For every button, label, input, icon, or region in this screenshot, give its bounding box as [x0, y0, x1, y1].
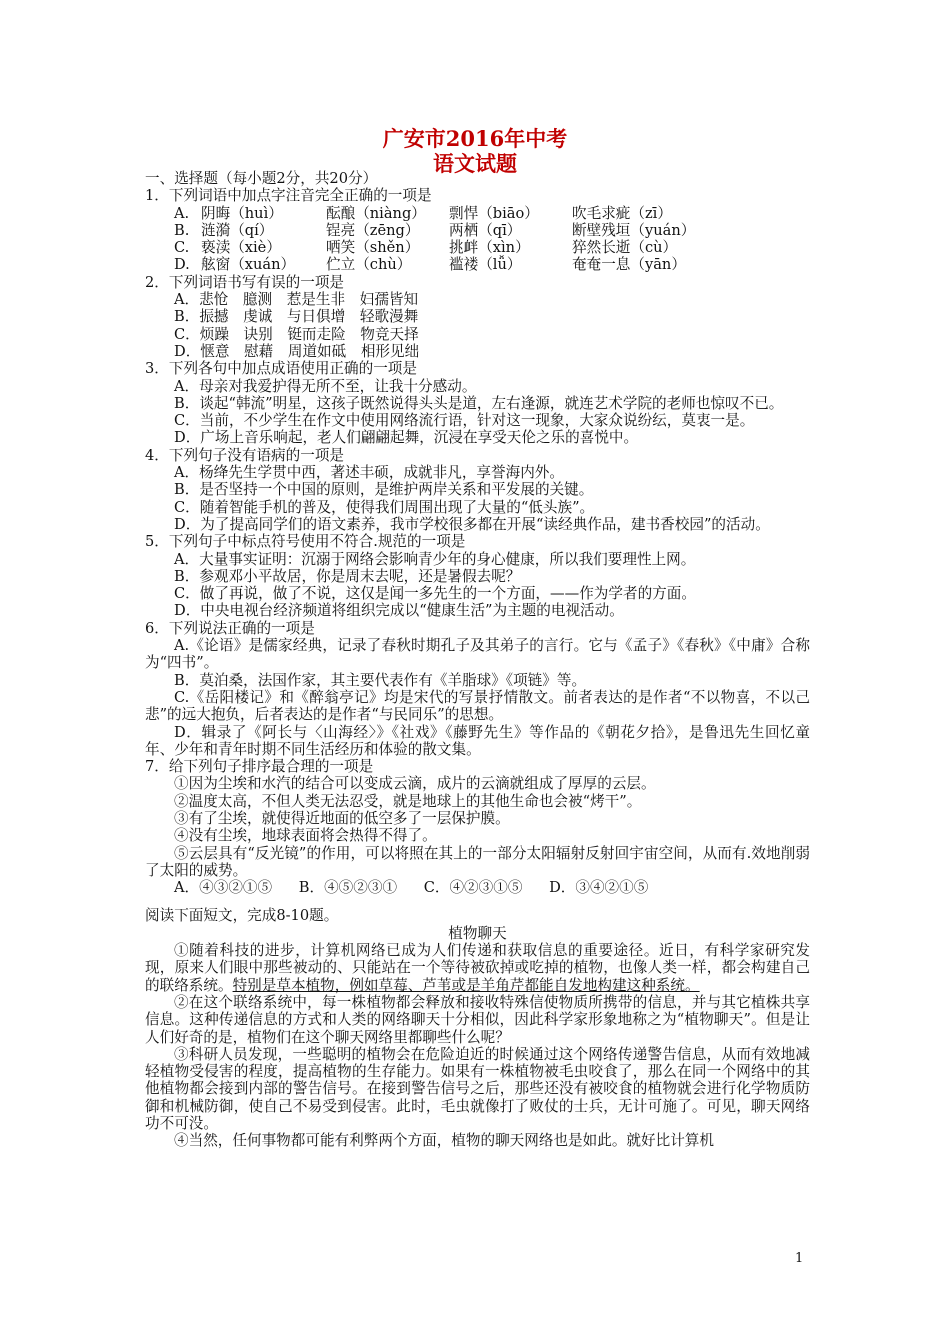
exam-subtitle: 语文试题 — [433, 151, 517, 176]
q4-option-c: C．随着智能手机的普及，使得我们周围出现了大量的“低头族”。 — [174, 498, 595, 516]
q7-choice-a: A．④③②①⑤ — [174, 879, 273, 897]
q5-option-d: D．中央电视台经济频道将组织完成以“健康生活”为主题的电视活动。 — [174, 602, 624, 620]
page-number: 1 — [795, 1251, 804, 1266]
q1-c-word2: 哂笑（shěn） — [326, 239, 420, 257]
q3-option-a: A．母亲对我爱护得无所不至，让我十分感动。 — [174, 377, 477, 395]
q3-option-b: B．谈起“韩流”明星，这孩子既然说得头头是道，左右逢源，就连艺术学院的老师也惊叹不已。 — [174, 394, 784, 412]
q1-b-word4: 断壁残垣（yuán） — [572, 221, 696, 239]
q1-c-word4: 猝然长逝（cù） — [572, 239, 678, 257]
q6-option-a: A.《论语》是儒家经典，记录了春秋时期孔子及其弟子的言行。它与《孟子》《春秋》《中庸》合称为“四书”。 — [145, 637, 810, 672]
q1-d-word2: 伫立（chù） — [326, 256, 412, 274]
q4-option-d: D．为了提高同学们的语文素养，我市学校很多都在开展“读经典作品，建书香校园”的活动。 — [174, 515, 770, 533]
reading-paragraph-2: ②在这个联络系统中，每一株植物都会释放和接收特殊信使物质所携带的信息，并与其它植株共享信息。这种传递信息的方式和人类的网络聊天十分相似，因此科学家形象地称之为“植物聊天”。但是让人们好奇的是，植物们在这个聊天网络里都聊些什么呢？ — [145, 993, 810, 1046]
q2-option-a: A．悲怆 臆测 惹是生非 妇孺皆知 — [174, 291, 419, 309]
q1-stem: 1．下列词语中加点字注音完全正确的一项是 — [145, 187, 432, 205]
q6-option-b: B．莫泊桑，法国作家，其主要代表作有《羊脂球》《项链》等。 — [174, 671, 587, 689]
q2-option-d: D．惬意 慰藉 周道如砥 相形见绌 — [174, 342, 420, 360]
q4-option-b: B．是否坚持一个中国的原则，是维护两岸关系和平发展的关键。 — [174, 481, 594, 499]
q7-choice-c: C．④②③①⑤ — [423, 879, 523, 897]
q5-stem: 5．下列句子中标点符号使用不符合.规范的一项是 — [145, 533, 466, 551]
q1-b-letter: B. — [174, 221, 190, 239]
q7-choice-b: B．④⑤②③① — [298, 879, 398, 897]
q1-option-a — [145, 205, 810, 222]
q7-choices — [145, 879, 810, 896]
reading-paragraph-4: ④当然，任何事物都可能有利弊两个方面，植物的聊天网络也是如此。就好比计算机 — [174, 1132, 714, 1150]
q1-d-word1: 舷窗（xuán） — [201, 256, 296, 274]
q1-a-word2: 酝酿（niàng） — [326, 204, 426, 222]
q2-option-c: C．烦躁 诀别 铤而走险 物竞天择 — [174, 325, 419, 343]
q3-stem: 3．下列各句中加点成语使用正确的一项是 — [145, 360, 417, 378]
q1-option-b — [145, 222, 810, 239]
q5-option-a: A．大量事实证明：沉溺于网络会影响青少年的身心健康，所以我们要理性上网。 — [174, 550, 696, 568]
q1-a-word1: 阴晦（huì） — [201, 204, 283, 222]
q1-a-letter: A. — [174, 204, 190, 222]
q1-c-letter: C. — [174, 239, 190, 257]
q1-c-word3: 挑衅（xìn） — [449, 239, 530, 257]
q1-d-word4: 奄奄一息（yān） — [572, 256, 686, 274]
q1-b-word3: 两栖（qī） — [449, 221, 522, 239]
exam-title: 广安市2016年中考 — [382, 126, 568, 151]
section-heading: 一、选择题（每小题2分，共20分） — [145, 170, 378, 187]
reading-paragraph-3: ③科研人员发现，一些聪明的植物会在危险迫近的时候通过这个网络传递警告信息，从而有效地减轻植物受侵害的程度，提高植物的生存能力。如果有一株植物被毛虫咬食了，那么在同一个网络中的其他植物都会接到内部的警告信号。在接到警告信号之后，那些还没有被咬食的植物就会进行化学物质防御和机械防御，使自己不易受到侵害。此时，毛虫就像打了败仗的士兵，无计可施了。可见，聊天网络功不可没。 — [145, 1045, 810, 1133]
q1-a-word4: 吹毛求疵（zī） — [572, 204, 672, 222]
q6-option-d: D．辑录了《阿长与〈山海经〉》《社戏》《藤野先生》等作品的《朝花夕拾》，是鲁迅先生回忆童年、少年和青年时期不同生活经历和体验的散文集。 — [145, 723, 810, 758]
q4-option-a: A．杨绛先生学贯中西，著述丰硕，成就非凡，享誉海内外。 — [174, 464, 564, 482]
q1-option-c — [145, 239, 810, 256]
q4-stem: 4．下列句子没有语病的一项是 — [145, 446, 345, 464]
spacer — [145, 896, 810, 907]
q1-d-letter: D. — [174, 256, 190, 274]
q7-sentence-4: ④没有尘埃，地球表面将会热得不得了。 — [174, 827, 437, 845]
q3-option-c: C．当前，不少学生在作文中使用网络流行语，针对这一现象，大家众说纷纭，莫衷一是。 — [174, 412, 755, 430]
q1-b-word2: 锃亮（zēng） — [326, 221, 420, 239]
q1-c-word1: 亵渎（xiè） — [201, 239, 281, 257]
q7-stem: 7．给下列句子排序最合理的一项是 — [145, 758, 374, 776]
reading-p1-underlined: 特别是草本植物，例如草莓、芦苇或是羊角芹都能自发地构建这种系统。 — [232, 976, 700, 994]
q6-option-c: C.《岳阳楼记》和《醉翁亭记》均是宋代的写景抒情散文。前者表达的是作者“不以物喜，不以己悲”的远大抱负，后者表达的是作者“与民同乐”的思想。 — [145, 688, 810, 724]
reading-paragraph-1 — [145, 942, 810, 994]
q3-option-d: D．广场上音乐响起，老人们翩翩起舞，沉浸在享受天伦之乐的喜悦中。 — [174, 429, 639, 447]
reading-title: 植物聊天 — [448, 924, 507, 942]
q1-b-word1: 涟漪（qí） — [201, 221, 274, 239]
exam-body — [145, 170, 810, 1150]
q7-choice-d: D．③④②①⑤ — [549, 879, 649, 897]
q2-option-b: B．振撼 虔诚 与日俱增 轻歌漫舞 — [174, 308, 419, 326]
q6-stem: 6．下列说法正确的一项是 — [145, 619, 315, 637]
q2-stem: 2．下列词语书写有误的一项是 — [145, 273, 345, 291]
q7-sentence-2: ②温度太高，不但人类无法忍受，就是地球上的其他生命也会被“烤干”。 — [174, 792, 642, 810]
q7-sentence-1: ①因为尘埃和水汽的结合可以变成云滴，成片的云滴就组成了厚厚的云层。 — [174, 775, 656, 793]
reading-intro: 阅读下面短文，完成8-10题。 — [145, 907, 339, 925]
q1-d-word3: 褴褛（lǚ） — [449, 256, 522, 274]
reading-p1-text: ①随着科技的进步，计算机网络已成为人们传递和获取信息的重要途径。近日，有科学家研究发现，原来人们眼中那些被动的、只能站在一个等待被砍掉或吃掉的植物，也像人类一样，都会构建自己的联络系统。 — [145, 942, 810, 994]
q7-sentence-5: ⑤云层具有“反光镜”的作用，可以将照在其上的一部分太阳辐射反射回宇宙空间，从而有.效地削弱了太阳的威势。 — [145, 844, 810, 879]
q1-a-word3: 剽悍（biāo） — [449, 204, 539, 222]
q7-sentence-3: ③有了尘埃，就使得近地面的低空多了一层保护膜。 — [174, 809, 510, 827]
q5-option-b: B．参观邓小平故居，你是周末去呢，还是暑假去呢？ — [174, 567, 521, 585]
q5-option-c: C．做了再说，做了不说，这仅是闻一多先生的一个方面，——作为学者的方面。 — [174, 585, 696, 603]
q1-option-d — [145, 256, 810, 273]
